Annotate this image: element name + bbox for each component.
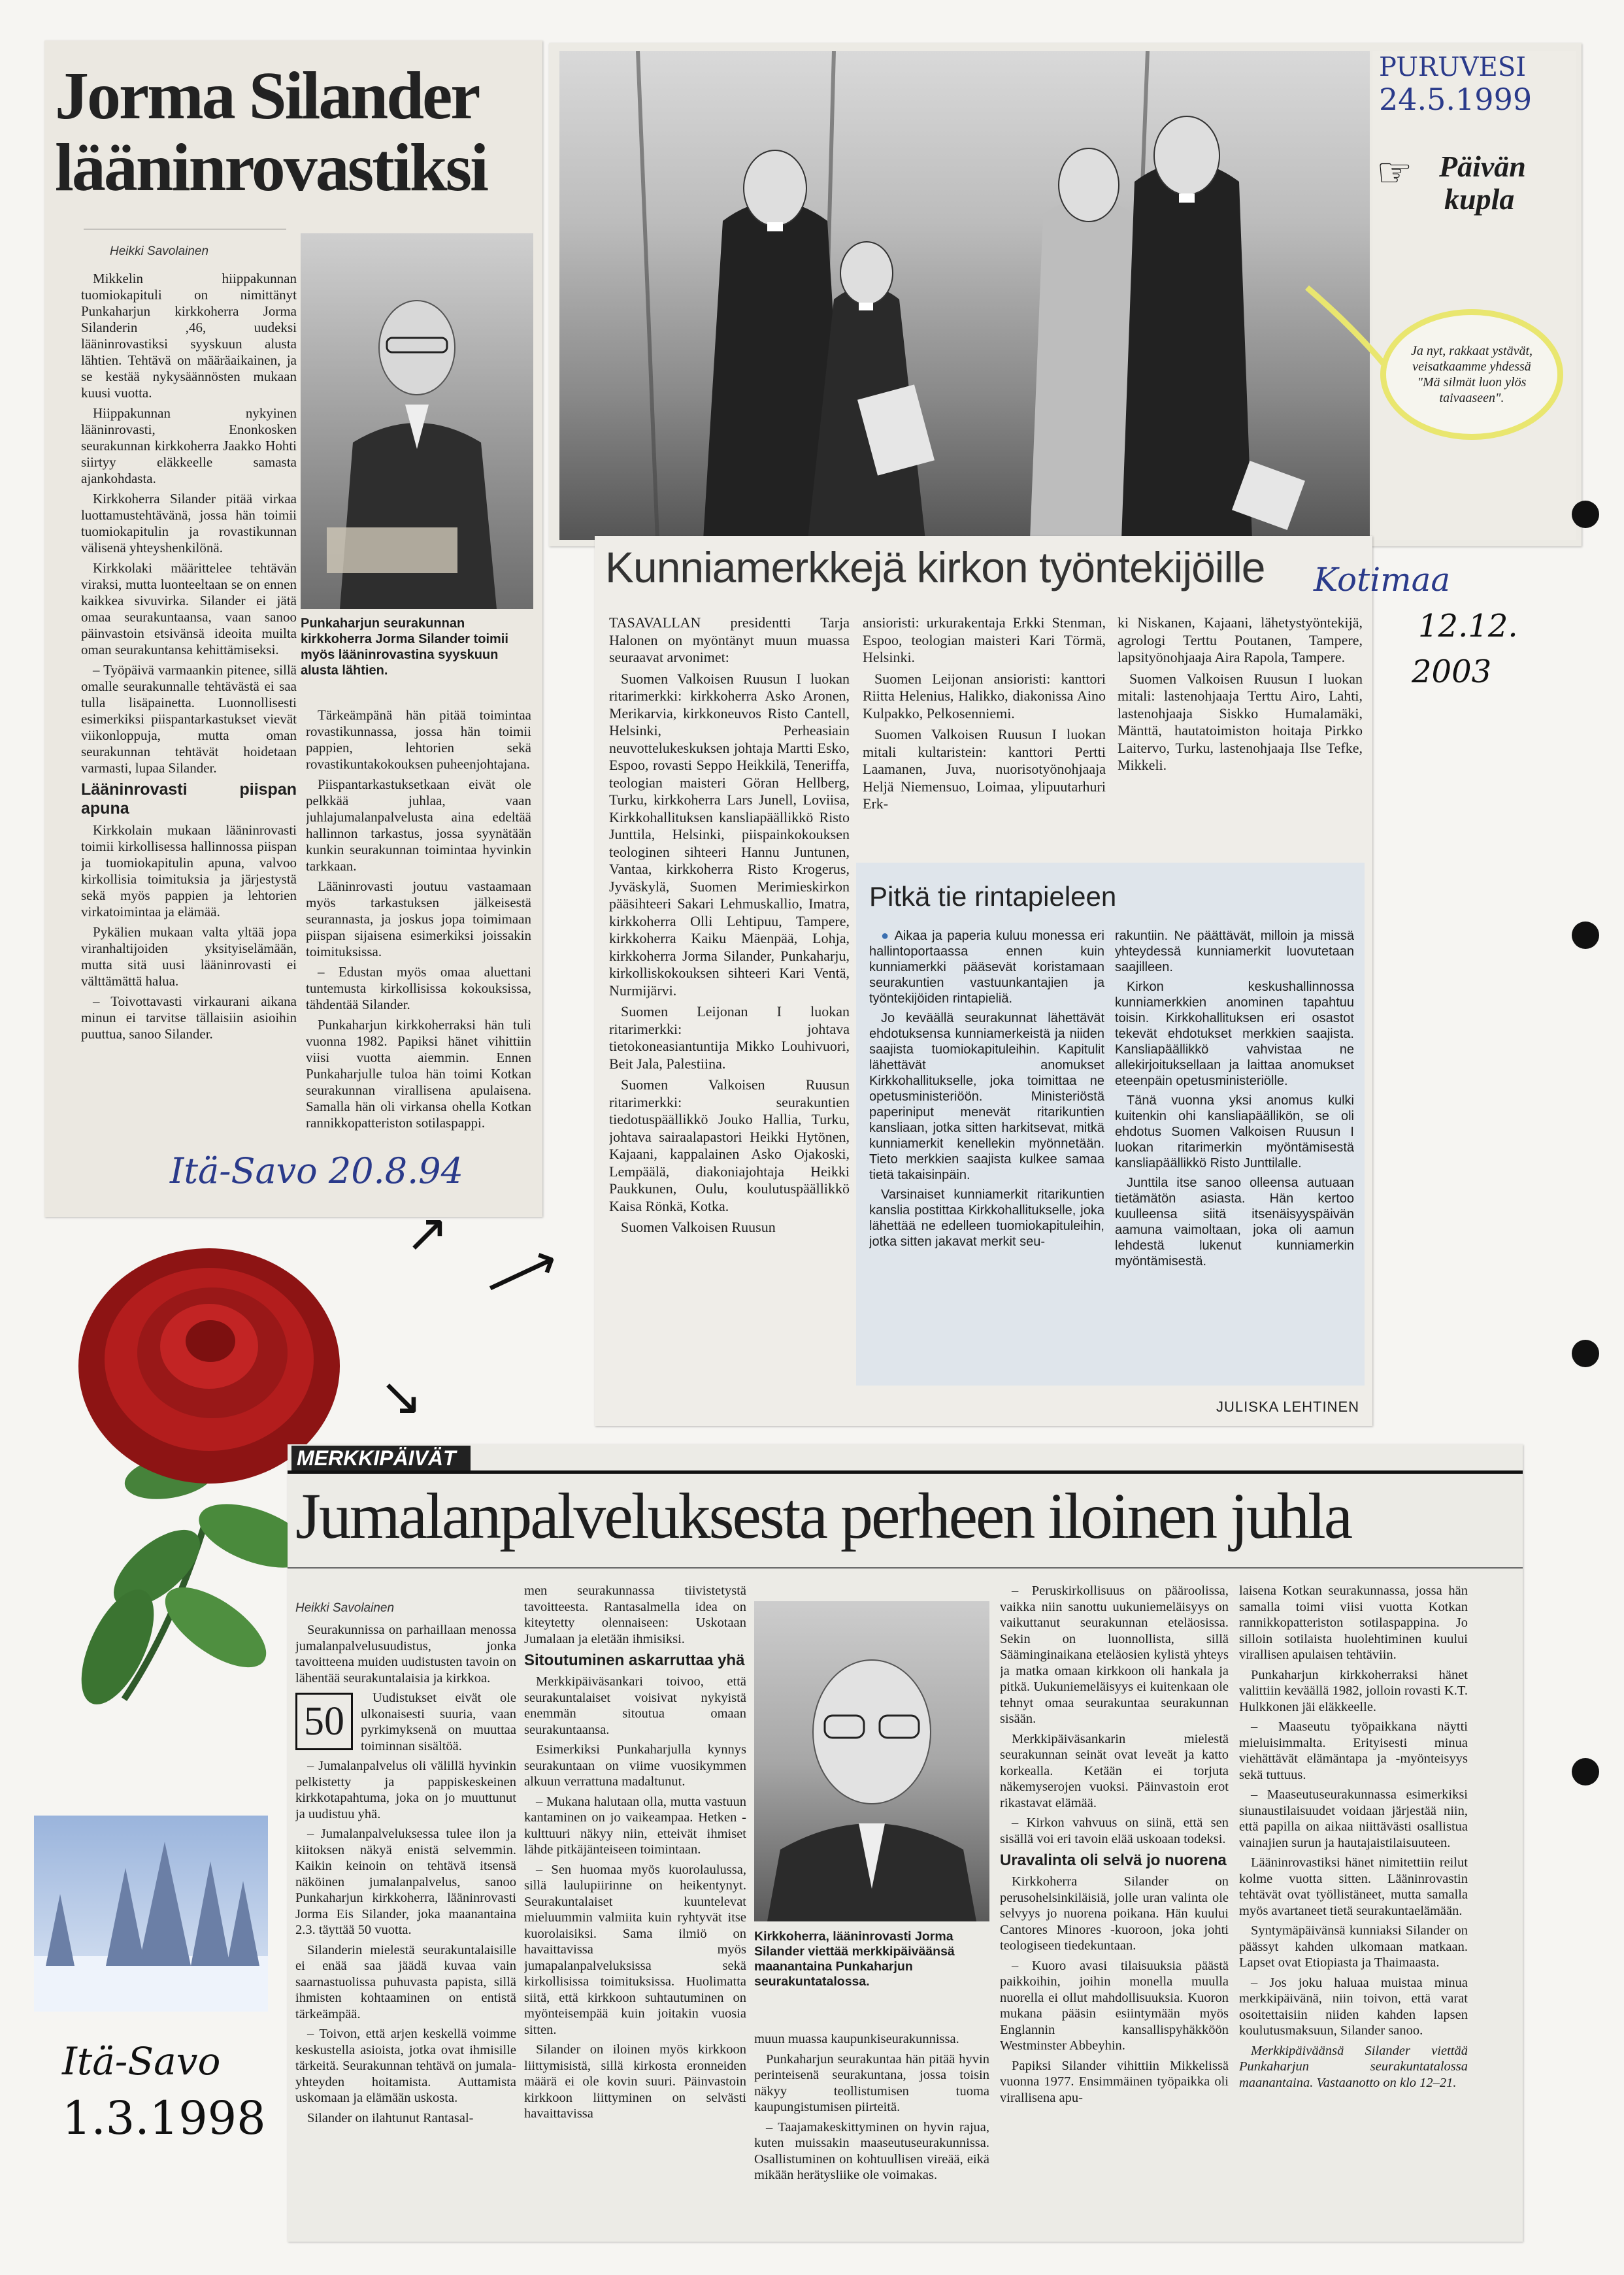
paragraph-text: Aikaa ja paperia kuluu monessa eri hallintoportaassa ennen kuin kunniamerkki pääsevät koristamaan seurakuntien vastuunkantajien ja työntekijöiden rintapieliä. [869,929,1104,1006]
binder-hole [1572,501,1599,528]
binder-hole [1572,1340,1599,1367]
binder-hole [1572,1758,1599,1785]
clergy-photo [559,51,1370,540]
paragraph: Papiksi Silander vihittiin Mikkelissä vuonna 1977. Ensimmäinen työpaikka oli virallisena apu- [1000,2058,1229,2105]
portrait-figure [301,233,533,609]
box-title: Pitkä tie rintapieleen [869,881,1117,912]
paragraph: – Peruskirkollisuus on pääroolissa, vaikka niin sanottu uukuniemeläisyys on vaikuttanut seurakunnan eteläosissa. Sekin on luonnollista, sillä Sääminginaikana eteläosien kylistä yhteys ja matka omaan kirkkoon oli hankala ja pitkä. Uukuniemeläisyys ei kuitenkaan ole tehnyt omaa seurakuntaa seurakunnan sisään. [1000,1584,1229,1726]
paragraph: rakuntiin. Ne päättävät, milloin ja missä yhteydessä kunniamerkit luovutetaan saajilleen. [1115,929,1354,974]
paragraph: Hiippakunnan nykyinen lääninrovasti, Enonkosken seurakunnan kirkkoherra Jaakko Hohti siirtyy eläkkeelle samasta ajankohdasta. [81,405,297,486]
column-1 [295,1622,516,2236]
paragraph: Merkkipäiväsankari toivoo, että seurakuntalaiset voisivat nykyistä enemmän sitoutua omaan seurakuntaansa. [524,1674,746,1737]
paragraph: Punkaharjun seurakuntaa hän pitää hyvin perinteisenä seurakuntana, jossa toisin näkyy teollistumisen tuoma kaupungistumisen piirteitä. [754,2051,989,2114]
handwritten-source-date: Itä-Savo 20.8.94 [170,1150,463,1191]
section-label: MERKKIPÄIVÄT [291,1446,471,1470]
arrow-down-right-icon: ↘ [379,1369,423,1426]
paragraph: – Maaseutu työpaikkana näytti mieluisimmalta. Erityisesti minua viehättävät elämäntapa ja -myönteisyys sekä tuttuus. [1239,1719,1468,1782]
paragraph: – Jumalanpalveluksessa tulee ilon ja kiitoksen näkyä enistä selvemmin. Kaikin keinoin on tehtävä itsensä näköinen jumalanpalvelus, sanoo Punkaharjun kirkkoherra, lääninrovasti Jorma Eis Silander, joka maanantaina 2.3. täyttää 50 vuotta. [295,1827,516,1937]
bubble-text: Ja nyt, rakkaat ystävät, veisatkaamme yhdessä "Mä silmät luon ylös taivaaseen". [1410,344,1533,405]
paragraph: Suomen Leijonan I luokan ritarimerkki: johtava tietokoneasiantuntija Mikko Louhivuori, Beit Jala, Palestiina. [609,1003,850,1072]
paragraph: Jo keväällä seurakunnat lähettävät ehdotuksensa kunniamerkeistä ja niiden saajista tuomiokapituleihin. Kapitulit lähettävät anomukset Kirkkohallitukselle, joka toimittaa ne opetusministeriöön. Ministeriöstä paperiniput menevät ritarikuntien kansliaan, jotka sitten harkitsevat, mitkä kunniamerkit kenellekin myönnetään. Tieto merkkien saajista kulkee samaa tietä takaisinpäin. [869,1011,1104,1182]
handwritten-date-2: 2003 [1412,654,1492,690]
paragraph: – Jos joku haluaa muistaa minua merkkipäivänä, niin toivon, että varat osoitettaisiin niiden kahden lapsen koulutusmaksuun, Silander sanoo. [1239,1975,1468,2038]
subheading: Uravalinta oli selvä jo nuorena [1000,1852,1227,1869]
byline: Heikki Savolainen [110,244,209,258]
paragraph: – Kirkon vahvuus on siinä, että sen sisällä voi eri tavoin elää uskoaan todeksi. [1000,1816,1229,1846]
paragraph: Merkkipäiväsankarin mielestä seurakunnan seinät ovat leveät ja katto korkealla. Ketään ei torjuta näkemyserojen vuoksi. Päinvastoin erot rikastavat elämää. [1000,1731,1229,1810]
paragraph: Syntymäpäivänsä kunniaksi Silander on päässyt kahden ulkomaan matkaan. Lapset ovat Etiopiasta ja Thaimaasta. [1239,1923,1468,1970]
portrait-photo [754,1601,989,1921]
paragraph: Suomen Valkoisen Ruusun I luokan mitali: lastenohjaaja Terttu Airo, Lahti, lastenohjaaja Siskko Humalamäki, Mänttä, hautatoimiston hoitaja Pirkko Laitervo, Turku, lastenohjaaja Ilse Tefke, Mikkeli. [1118,670,1363,773]
subheading: Sitoutuminen askarruttaa yhä [524,1652,745,1669]
paragraph: Tänä vuonna yksi anomus kulki kuitenkin ohi kansliapäällikön, se oli ehdotus Suomen Valkoisen Ruusun I luokan ritarimerkin myöntämisestä kansliapäällikkö Risto Junttilalle. [1115,1093,1354,1171]
paragraph: Esimerkiksi Punkaharjulla kynnys seurakuntaan on viime vuosikymmen alkuun verrattuna madaltunut. [524,1742,746,1789]
handwritten-date-1: 12.12. [1418,608,1518,644]
paragraph: Piispantarkastuksetkaan eivät ole pelkkää juhlaa, vaan juhlajumalanpalvelusta aina edeltää hallinnon tarkastus, jossa syynätään kunkin seurakunnan toimintaa hyvinkin tarkkaan. [306,776,531,874]
paragraph: Silanderin mielestä seurakuntalaisille ei enää saa jäädä kuvaa vain saarnastuolissa puhuvasta papista, sillä ihmisten kohtaaminen on entistä tärkeämpää. [295,1942,516,2021]
paragraph: Pykälien mukaan valta yltää jopa viranhaltijoiden yksityiselämään, mutta sitä uusi lääninrovasti ei välttämättä halua. [81,924,297,989]
handwritten-source: Kotimaa [1314,561,1451,599]
handwritten-source: PURUVESI [1379,52,1527,82]
paragraph: – Maaseutuseurakunnassa esimerkiksi siunaustilaisuudet voidaan järjestää niin, että papilla on aikaa niittävästi osallistua vainajien surun ja hautajaistilaisuuteen. [1239,1787,1468,1850]
paragraph: Silander on iloinen myös kirkkoon liittymisistä, sillä kirkosta eronneiden määrä ei ole kovin suuri. Päinvastoin kirkkoon liittyminen on selvästi havaittavissa [524,2042,746,2121]
age-box-number: 50 [304,1699,344,1744]
paragraph: Punkaharjun kirkkoherraksi hänet valittiin keväällä 1982, jolloin rovasti K.T. Hulkkonen jäi eläkkeelle. [1239,1667,1468,1714]
paragraph: Suomen Valkoisen Ruusun [621,1219,776,1235]
paragraph: Kirkkoherra Silander on perusohelsinkiläisiä, jolle uran valinta ole selvyys jo nuorena poikana. Hän kuului Cantores Minores -kuoroon, joka johti teologiseen tiedekuntaan. [1000,1874,1229,1953]
column-2 [863,614,1106,823]
column-1-paragraphs [81,271,297,776]
paragraph: – Toivon, että arjen keskellä voimme keskustella asioista, jotka ovat ihmisille tärkeitä. Seurakunnan tehtävä on jumala-yhteyden hoitamista. Auttamista uskomaan ja elämään uskosta. [295,2027,516,2105]
column-1 [609,614,850,1418]
paragraph: Uudistukset eivät ole ulkonaisesti suuria, vaan pyrkimyksenä on muuttaa toiminnan sisältöä. [361,1691,516,1753]
clipping-kunniamerkkeja [595,536,1372,1426]
age-box [295,1693,353,1750]
box-column-2 [1115,928,1354,1379]
box-column-1 [869,928,1104,1379]
paragraph: Varsinaiset kunniamerkit ritarikuntien kanslia postittaa Kirkkohallitukselle, joka lähettää ne edelleen tuomiokapituleihin, jotka sitten jakavat merkit seu- [869,1187,1104,1249]
paragraph: ki Niskanen, Kajaani, lähetystyöntekijä, agrologi Terttu Poutanen, Tampere, lapsityönohjaaja Aira Rapola, Tampere. [1118,614,1363,665]
paragraph: Junttila itse sanoo olleensa autuaan tietämätön asiasta. Hän kertoo kuulleensa siitä itsenäisyyspäivän aamuna vaimoltaan, joka oli aamun lehdestä lukenut kunniamerkin myöntämisestä. [1115,1176,1354,1269]
headline [55,60,539,204]
clipping-paivan-kupla [549,43,1582,546]
kupla-title-1: Päivän [1439,150,1526,183]
paragraph: Kirkkoherra Silander pitää virkaa luottamustehtävänä, jossa hän toimii tuomiokapitulin ja rovastikunnan välisenä yhteyshenkilönä. [81,491,297,556]
handwritten-date: 1.3.1998 [62,2091,266,2145]
paragraph [869,928,1104,1006]
column-1 [81,271,297,1153]
portrait-photo [301,233,533,609]
paragraph: ansioristi: urkurakentaja Erkki Stenman, Espoo, teologian maisteri Kari Törmä, Helsinki. [863,614,1106,665]
paragraph: Tärkeämpänä hän pitää toimintaa rovastikunnassa, jossa hän toimii pappien, lehtorien sekä rovastikuntakokouksen puheenjohtajana. [306,707,531,772]
paragraph: – Työpäivä varmaankin pitenee, sillä omalle seurakunnalle tehtävästä ei saa tulla lisäpainetta. Luonnollisesti esimerkiksi piispantarkastukset vievät viikonloppuja, mutta oman seurakunnan tehtävät hoidetaan varmasti, lupaa Silander. [81,662,297,776]
arrow-up-right-icon: ↗ [405,1205,450,1263]
info-box [856,863,1365,1386]
kupla-title-2: kupla [1444,182,1515,216]
paragraph: – Toivottavasti virkaurani aikana minun ei tarvitse tällaisiin asioihin puuttua, sanoo Silander. [81,993,297,1042]
rose-leaves [67,1448,319,1715]
section-bar [288,1444,1523,1474]
column-3 [754,2031,989,2236]
column-3 [1118,614,1363,810]
subheading: Lääninrovasti piispan apuna [81,780,297,818]
column-2 [524,1583,746,2236]
paragraph: Silander on ilahtunut Rantasal- [307,2110,474,2125]
paragraph: – Jumalanpalvelus oli välillä hyvinkin pelkistetty ja pappiskeskeinen kirkkotapahtuma, joka on jo muuttunut ja uudistuu yhä. [295,1759,516,1821]
footer-note: Merkkipäiväänsä Silander viettää Punkaharjun seurakuntatalossa maanantaina. Vastaanotto on klo 12–21. [1239,2043,1468,2090]
kupla-panel [1372,51,1576,540]
paragraph: Kirkon keskushallinnossa kunniamerkkien anominen tapahtuu toisin. Kirkkohallituksen eri osastot tekevät ehdotukset merkkien saajista. Kansliapäällikkö vahvistaa ne allekirjoituksellaan ja laittaa anomukset eteenpäin opetusministeriölle. [1115,980,1354,1088]
column-5 [1239,1583,1468,2236]
bullet-icon: ● [881,929,895,943]
paragraph: Suomen Leijonan ansioristi: kanttori Riitta Helenius, Halikko, diakonissa Aino Kulpakko, Pelkosenniemi. [863,670,1106,722]
paragraph: – Taajamakeskittyminen on hyvin rajua, kuten muissakin maaseutuseurakunnissa. Osallistuminen on kohtuullisen vireää, eikä mikään herätysliike ole voimakas. [754,2119,989,2182]
paragraph: Mikkelin hiippakunnan tuomiokapituli on nimittänyt Punkaharjun kirkkoherra Jorma Silanderin ,46, uudeksi lääninrovastiksi syyskuun alusta lähtien. Tehtävä on määräaikainen, ja se kestää nykysäännösten mukaan kuusi vuotta. [81,271,297,401]
speech-bubble [1380,309,1563,440]
handwritten-source: Itä-Savo [62,2039,221,2084]
paragraph: – Edustan myös omaa aluettani tuntemusta kirkollisissa kokouksissa, tähdentää Silander. [306,964,531,1012]
paragraph: laisena Kotkan seurakunnassa, jossa hän samalla toimi viisi vuotta Kotkan rannikkopatteriston sotilaspappina. Jo silloin sotilaista huolehtiminen kuului virallisen apulaisen tehtäviin. [1239,1584,1468,1662]
author: JULISKA LEHTINEN [1216,1399,1359,1415]
column-2 [306,707,531,1191]
photo-caption: Punkaharjun seurakunnan kirkkoherra Jorma Silander toimii myös lääninrovastina syyskuun alusta lähtien. [301,616,508,678]
paragraph: – Kuoro avasi tilaisuuksia päästä paikkoihin, joihin monella muulla nuorella ei ollut mahdollisuuksia. Kuoron mukana pääsin esiintymään myös Englannin kansallispyhäkköön Westminster Abbeyhin. [1000,1958,1229,2053]
paragraph: Suomen Valkoisen Ruusun I luokan ritarimerkki: kirkkoherra Asko Aronen, Merikarvia, kirkkoneuvos Risto Cantell, Helsinki, Perheasiain neuvottelukeskuksen johtaja Martti Esko, Espoo, rovasti Seppo Heikkilä, Teneriffa, teologian maisteri Göran Hellberg, Turku, kirkkoherra Lars Junell, Loviisa, Kirkkohallituksen kansliapäällikkö Risto Junttila, Helsinki, piispainkokouksen teologinen sihteeri Hannu Juntunen, Vantaa, kirkkoherra Risto Krogerus, Jyväskylä, Suomen Merimieskirkon pääsihteeri Sakari Lehmuskallio, Imatra, kirkkoherra Olli Lehtipuu, Tampere, kirkkoherra Kaiku Mäenpää, Lohja, kirkkoherra Jorma Silander, Punkaharju, kirkolliskokouksen sihteeri Kari Ventä, Nurmijärvi. [609,670,850,999]
handwritten-date: 24.5.1999 [1379,82,1533,117]
paragraph: – Sen huomaa myös kuorolaulussa, sillä laulupiirinne on heikentynyt. Seurakuntalaiset kuuntelevat mieluummin valmiita kuin ryhtyvät itse kuorolaisiksi. Sama ilmiö on havaittavissa myös jumapalanpalveluksissa sekä kirkollisissa toimituksissa. Huolimatta siitä, että kirkkoon suhtautuminen on myönteisempää kuin joitakin vuosia sitten. [524,1862,746,2037]
paragraph: Suomen Valkoisen Ruusun I luokan mitali kultaristein: kanttori Pertti Laamanen, Juva, nuorisotyönohjaaja Heljä Niemensuo, Loimaa, ylipuutarhuri Erk- [863,726,1106,812]
headline: Jumalanpalveluksesta perheen iloinen juhla [295,1480,1351,1552]
pointing-hand-icon: ☞ [1376,151,1413,195]
paragraph: TASAVALLAN presidentti Tarja Halonen on myöntänyt muun muassa seuraavat arvonimet: [609,614,850,665]
paragraph: Suomen Valkoisen Ruusun ritarimerkki: seurakuntien tiedotuspäällikkö Jouko Hallia, Turku, johtava sairaalapastori Heikki Hytönen, Kajaani, kappalainen Asko Ojakoski, Lempäälä, diakoniajohtaja Heikki Paukkunen, Oulu, koulutuspäällikkö Kaisa Rönkä, Kotka. [609,1076,850,1214]
paragraph: – Mukana halutaan olla, mutta vastuun kantaminen on jo vaikeampaa. Hetken -kulttuuri näkyy niin, etteivät ihmiset lähde pitkäjänteiseen toimintaan. [524,1794,746,1857]
paragraph: men seurakunnassa tiivistetystä tavoitteesta. Rantasalmella idea on kiteytetty olennaiseen: Uskotaan Jumalaan ja eletään ihmisiksi. [524,1584,746,1646]
clipping-silander-lääninrovasti [44,41,542,1217]
column-4 [1000,1583,1229,2236]
paragraph: muun muassa kaupunkiseurakunnissa. [754,2032,959,2046]
clipping-merkkipaivat [288,1444,1523,2242]
binder-hole [1572,922,1599,949]
paragraph: Lääninrovastiksi hänet nimitettiin reilut kolme vuotta sitten. Lääninrovastin tehtävät ovat työllistäneet, mutta samalla myös avartaneet tietä seurakuntaelämään. [1239,1855,1468,1918]
arrow-right-icon: ⟶ [475,1231,568,1316]
winter-forest-image [34,1816,268,2012]
headline-line-1: Jorma Silander [55,58,479,133]
paragraph: Kirkkolain mukaan lääninrovasti toimii kirkollisessa hallinnossa piispan ja tuomiokapitulin apuna, valvoo kirkollisia toimituksia ja järjestystä sekä myös pappien ja lehtorien virkatoimintaa ja elämää. [81,822,297,920]
intro-paragraph: Seurakunnissa on parhaillaan menossa jumalanpalvelusuudistus, jonka tavoitteena muiden uudistusten tavoin on lähentää seurakuntalaisia ja kirkkoa. [295,1623,516,1685]
photo-caption: Kirkkoherra, lääninrovasti Jorma Silander viettää merkkipäiväänsä maanantaina Punkaharjun seurakuntatalossa. [754,1929,955,1989]
clergy-photo-figures [559,51,1370,540]
portrait-figure [754,1601,989,1921]
paragraph: Punkaharjun kirkkoherraksi hän tuli vuonna 1982. Papiksi hänet vihittiin viisi vuotta aiemmin. Ennen Punkaharjulle tuloa hän toimi Kotkan seurakunnan virallisena apulaisena. Samalla hän oli virkansa ohella Kotkan rannikkopatteriston sotilaspappi. [306,1017,531,1131]
rule [288,1567,1523,1569]
byline: Heikki Savolainen [295,1601,395,1615]
paragraph: Lääninrovasti joutuu vastaamaan myös tarkastuksen jälkeisestä seurannasta, ja joskus jopa toimimaan piispan sijaisena esimerkiksi joissakin toimituksissa. [306,878,531,959]
headline-line-2: lääninrovastiksi [55,130,487,205]
paragraph: Kirkkolaki määrittelee tehtävän viraksi, mutta luonteeltaan se on ennen kaikkea sivuvirka. Silander ei jätä omaa seurakuntaansa, vaan sanoo päinvastoin etsivänsä ideoita muilta oman seurakuntansa kehittämiseksi. [81,560,297,657]
headline: Kunniamerkkejä kirkon työntekijöille [605,543,1265,591]
